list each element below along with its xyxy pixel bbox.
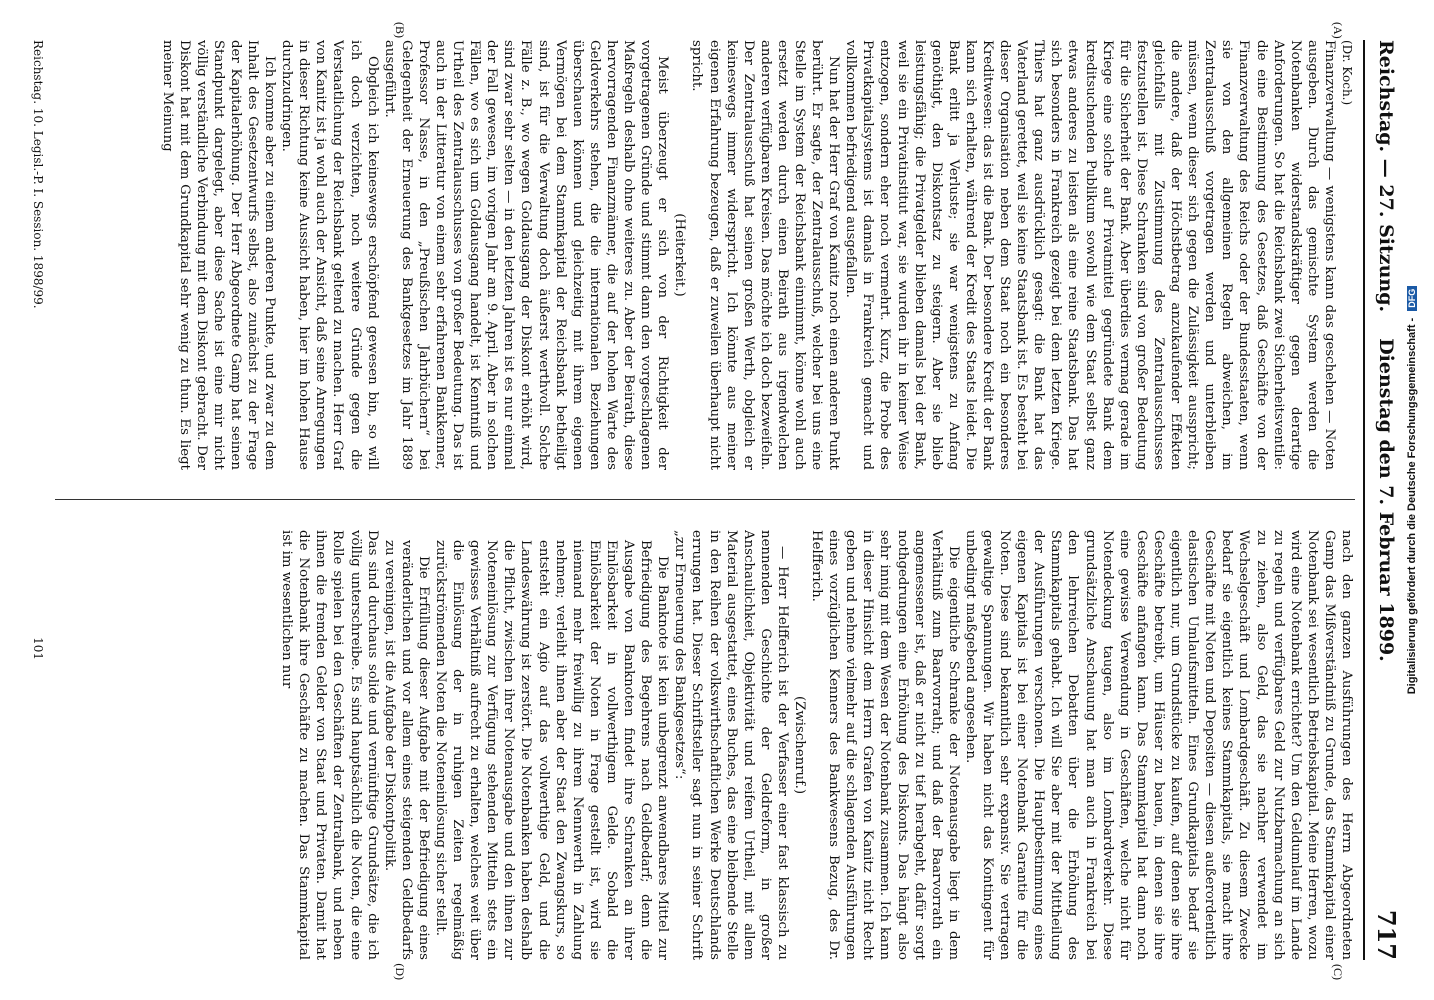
- digitization-note: [1406, 0, 1426, 1000]
- header-left: Reichstag. — 27. Sitzung.: [1375, 40, 1397, 313]
- quote: Die Banknote ist kein unbegrenzt anwendbares Mittel zur Befriedigung des Begehrens nach Geldbedarf; denn die Ausgabe von Banknoten findet ihre Schranken an ihrer Einlösbarkeit in vollwerthigem Gelde. Sobald die Einlösbarkeit der Noten in Frage gestellt ist, wird sie niemand mehr freiwillig zu ihrem Nennwerth in Zahlung nehmen; verleiht ihnen aber der Staat den Zwangskurs, so entsteht ein Agio auf das vollwerthige Geld, und die Landeswährung ist zerstört. Die Notenbanken haben deshalb die Pflicht, zwischen ihrer Notenausgabe und den ihnen zur Noteneinlösung zur Verfügung stehenden Mitteln stets ein gewisses Verhältniß aufrecht zu erhalten, welches weit über die Einlösung der in ruhigen Zeiten regelmäßig zurückströmenden Noten die Noteneinlösung sicher stellt.: [433, 540, 671, 960]
- digitization-text: Digitalisierung gefördert durch die Deutsche Forschungsgemeinschaft -: [1406, 317, 1418, 695]
- footer-sheet-number: 101: [31, 637, 45, 660]
- paragraph: Meist überzeugt er sich von der Richtigkeit der vorgetragenen Gründe und stimmt dann den vorgeschlagenen Maßregeln deshalb ohne weiteres zu. Aber der Beirath, diese hervorragenden Finanzmänner, die auf der hohen Warte des Geldverkehrs stehen, die die internationalen Beziehungen überschauen können und gleichzeitig mit ihrem eigenen Vermögen bei dem Stammkapital der Reichsbank betheiligt sind, ist für die Verwaltung doch äußerst werthvoll. Solche Fälle z. B., wo wegen Goldausgang der Diskont erhöht wird, sind zwar sehr selten — in den letzten Jahren ist es nur einmal der Fall gewesen, im vorigen Jahr am 9. April. Aber in solchen Fällen, wo es sich um Goldausgang handelt, ist Kenntniß und Urtheil des Zentralausschusses von großer Bedeutung. Das ist auch in der Litteratur von einem sehr erfahrenen Bankkenner, Professor Nasse, in den „Preußischen Jahrbüchern“ bei Gelegenheit der Erneuerung des Bankgesetzes im Jahr 1889 ausgeführt.: [381, 40, 671, 470]
- paragraph: Nun hat der Herr Graf von Kanitz noch einen anderen Punkt berührt. Er sagte, der Zentralausschuß, welcher bei uns eine Stelle im System der Reichsbank einnimmt, könne wohl auch ersetzt werden durch einen Beirath aus irgendwelchen anderen verfügbaren Kreisen. Das möchte ich doch bezweifeln. Der Zentralausschuß hat seinen großen Werth, obgleich er keineswegs immer widerspricht. Ich könnte aus meiner eigenen Erfahrung bezeugen, daß er zuweilen überhaupt nicht spricht.: [689, 40, 842, 470]
- paragraph: — Herr Helfferich ist der Verfasser einer fast klassisch zu nennenden Geschichte der Geldreform, in großer Anschaulichkeit, Objektivität und reifem Urtheil, mit allem Material ausgestattet, eines Buches, das eine bleibende Stelle in den Reihen der volkswirthschaftlichen Werke Deutschlands errungen hat. Dieser Schriftsteller sagt nun in seiner Schrift „zur Erneuerung des Bankgesetzes“:: [672, 530, 790, 960]
- marker-b: (B): [393, 22, 407, 38]
- footer-left: Reichstag. 10. Legisl.-P. I. Session. 1898/99.: [31, 40, 45, 309]
- paragraph: Die eigentliche Schranke der Notenausgabe liegt in dem Verhältniß zum Baarvorrath; und daß der Baarvorrath ein angemessener ist, daß er nicht zu tief herabgeht, dafür sorgt nothgedrungen eine Erhöhung des Diskonts. Das hängt also sehr innig mit dem Wesen der Notenbank zusammen. Ich kann in dieser Hinsicht dem Herrn Grafen von Kanitz nicht Recht geben und nehme vielmehr auf die schlagenden Ausführungen eines vorzüglichen Kenners des Bankwesens Bezug, des Dr. Helfferich.: [809, 530, 961, 960]
- marker-c: (C): [1331, 964, 1345, 980]
- header-center: Dienstag den 7. Februar 1899.: [1375, 338, 1397, 662]
- header-rule: [1363, 40, 1365, 960]
- column-divider: [55, 499, 1355, 500]
- page-header: [1367, 40, 1401, 960]
- paragraph: Obgleich ich keineswegs erschöpfend gewesen bin, so will ich doch verzichten, noch weitere Gründe gegen die Verstaatlichung der Reichsbank geltend zu machen. Herr Graf von Kanitz ist ja wohl auch der Ansicht, daß seine Anregungen in dieser Richtung keine Aussicht haben, hier im hohen Hause durchzudringen.: [279, 40, 380, 470]
- dfg-logo: DFG: [1407, 286, 1417, 311]
- marker-a: (A): [1331, 22, 1345, 39]
- speaker-label: (Dr. Koch.): [1340, 40, 1354, 106]
- page-number: 717: [1372, 909, 1401, 960]
- rotated-page: [27, 20, 1407, 980]
- interjection: (Heiterkeit.): [672, 213, 688, 297]
- paragraph: Finanzverwaltung — wenigstens kann das geschehen — Noten ausgeben. Durch das gemischte System werden die Notenbanken widerstandskräftiger gegen derartige Anforderungen. So hat die Reichsbank zwei Sicherheitsventile: die eine Bestimmung des Gesetzes, daß Geschäfte von der Finanzverwaltung des Reichs oder der Bundesstaaten, wenn sie von den allgemeinen Regeln abweichen, im Zentralausschuß vorgetragen werden und unterbleiben müssen, wenn dieser sich gegen die Zulässigkeit ausspricht; die andere, daß der Höchstbetrag anzukaufender Effekten gleichfalls mit Zustimmung des Zentralausschusses festzustellen ist. Diese Schranken sind von großer Bedeutung für die Sicherheit der Bank. Aber überdies vermag gerade im Kriege eine solche auf Privatmittel gegründete Bank dem kreditsuchenden Publikum sowohl wie dem Staat selbst ganz etwas anderes zu leisten als eine reine Staatsbank. Das hat sich besonders in Frankreich gezeigt bei dem letzten Kriege. Thiers hat ganz ausdrücklich gesagt: die Bank hat das Vaterland gerettet, weil sie keine Staatsbank ist. Es besteht bei dieser Organisation neben dem Staat noch ein besonderes Kreditwesen: das ist die Bank. Der besondere Kredit der Bank kann sich erhalten, während der Kredit des Staats leidet. Die Bank erlitt ja Verluste; sie war wenigstens zu Anfang genöthigt, den Diskontsatz zu steigern. Aber sie blieb leistungsfähig; die Privatgelder blieben damals bei der Bank, weil sie ein Privatinstitut war, sie wurden ihr in keiner Weise entzogen, sondern eher noch vermehrt. Kurz, die Probe des Privatkapitalsystems ist damals in Frankreich gemacht und vollkommen befriedigend ausgefallen.: [843, 40, 1337, 470]
- paragraph: Das sind durchaus solide und vernünftige Grundsätze, die ich völlig unterschreibe. Es sind hauptsächlich die Noten, die eine Rolle spielen bei den Geschäften der Zentralbank, und neben ihnen die fremden Gelder von Staat und Privaten. Damit hat die Notenbank ihre Geschäfte zu machen. Das Stammkapital ist im wesentlichen nur: [279, 530, 380, 960]
- paragraph: nach den ganzen Ausführungen des Herrn Abgeordneten Gamp das Mißverständniß zu Grunde, das Stammkapital einer Notenbank sei wesentlich Betriebskapital. Meine Herren, wozu wird eine Notenbank errichtet? Um den Geldumlauf im Lande zu regeln und verfügbares Geld zur Nutzbarmachung an sich zu ziehen, also Geld, das sie nachher verwendet im Wechselgeschäft und Lombardgeschäft. Zu diesem Zwecke bedarf sie eigentlich keines Stammkapitals, sie macht ihre Geschäfte mit Noten und Depositen — diesen außerordentlich elastischen Umlaufsmitteln. Eines Grundkapitals bedarf sie eigentlich nur, um Grundstücke zu kaufen, auf denen sie ihre Geschäfte betreibt, um Häuser zu bauen, in denen sie ihre Geschäfte anfangen kann. Das Stammkapital hat dann noch eine gewisse Verwendung in Geschäften, welche nicht für Notendeckung taugen, also im Lombardverkehr. Diese grundsätzliche Anschauung hat man auch in Frankreich bei den lehrreichen Debatten über die Erhöhung des Stammkapitals gehabt. Ich will Sie aber mit der Mittheilung der Ausführungen verschonen. Die Hauptbestimmung eines eigenen Kapitals ist bei einer Notenbank Garantie für die Noten. Diese sind bekanntlich sehr expansiv. Sie vertragen gewaltige Spannungen. Wir haben nicht das Kontingent für unbedingt maßgebend angesehen.: [962, 530, 1354, 960]
- paragraph: Ich komme aber zu einem anderen Punkte, und zwar zu dem Inhalt des Gesetzentwurfs selbst, also zunächst zu der Frage der Kapitalerhöhung. Der Herr Abgeordnete Gamp hat seinen Standpunkt dargelegt, aber diese Sache ist eine mir nicht völlig verständliche Verbindung mit dem Diskont gebracht. Der Diskont hat mit dem Grundkapital sehr wenig zu thun. Es liegt meiner Meinung: [159, 40, 278, 470]
- interjection: (Zwischenruf.): [792, 695, 807, 795]
- left-column: [55, 40, 1355, 470]
- right-column: [55, 530, 1355, 960]
- marker-d: (D): [393, 963, 407, 980]
- quote: Die Erfüllung dieser Aufgabe mit der Befriedigung eines veränderlichen und vor allem eines steigenden Geldbedarfs zu vereinigen, ist die Aufgabe der Diskontpolitik.: [381, 540, 431, 960]
